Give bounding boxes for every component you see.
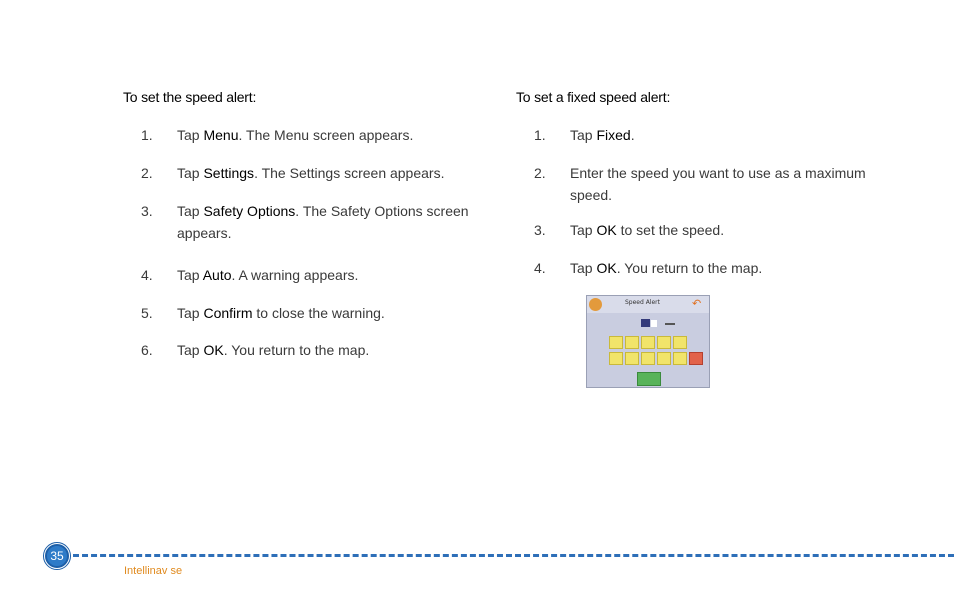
keypad-key [673,352,687,365]
footer-divider [73,554,954,557]
list-item: 2. Enter the speed you want to use as a maximum speed. [534,165,866,203]
keypad-key [673,336,687,349]
speed-field-cursor [651,320,657,327]
footer-brand: Intellinav se [124,565,183,577]
page-number: 35 [45,544,69,568]
list-item: 2. Tap Settings. The Settings screen appears. [141,165,445,181]
left-heading: To set the speed alert: [123,89,257,105]
list-item: 3. Tap OK to set the speed. [534,222,725,238]
delete-key [689,352,703,365]
speed-alert-screenshot [586,295,710,388]
list-item: 1. Tap Menu. The Menu screen appears. [141,127,414,143]
speed-field [641,319,650,327]
keypad-key [609,336,623,349]
list-item: 5. Tap Confirm to close the warning. [141,305,385,321]
right-heading: To set a fixed speed alert: [516,89,671,105]
ok-key [637,372,661,386]
keypad-key [609,352,623,365]
list-item: 3. Tap Safety Options. The Safety Options screen appears. [141,203,469,241]
back-arrow-icon: ↶ [692,298,702,310]
list-item: 6. Tap OK. You return to the map. [141,342,370,358]
home-icon [589,298,602,311]
right-column [516,89,896,105]
keypad-key [641,336,655,349]
screenshot-title: Speed Alert [625,299,660,306]
list-item: 4. Tap OK. You return to the map. [534,260,763,276]
keypad-key [625,352,639,365]
keypad-key [625,336,639,349]
keypad-key [657,352,671,365]
keypad-key [641,352,655,365]
list-item: 4. Tap Auto. A warning appears. [141,267,359,283]
list-item: 1. Tap Fixed. [534,127,635,143]
speed-unit [665,323,675,325]
left-column [123,89,493,105]
keypad-key [657,336,671,349]
